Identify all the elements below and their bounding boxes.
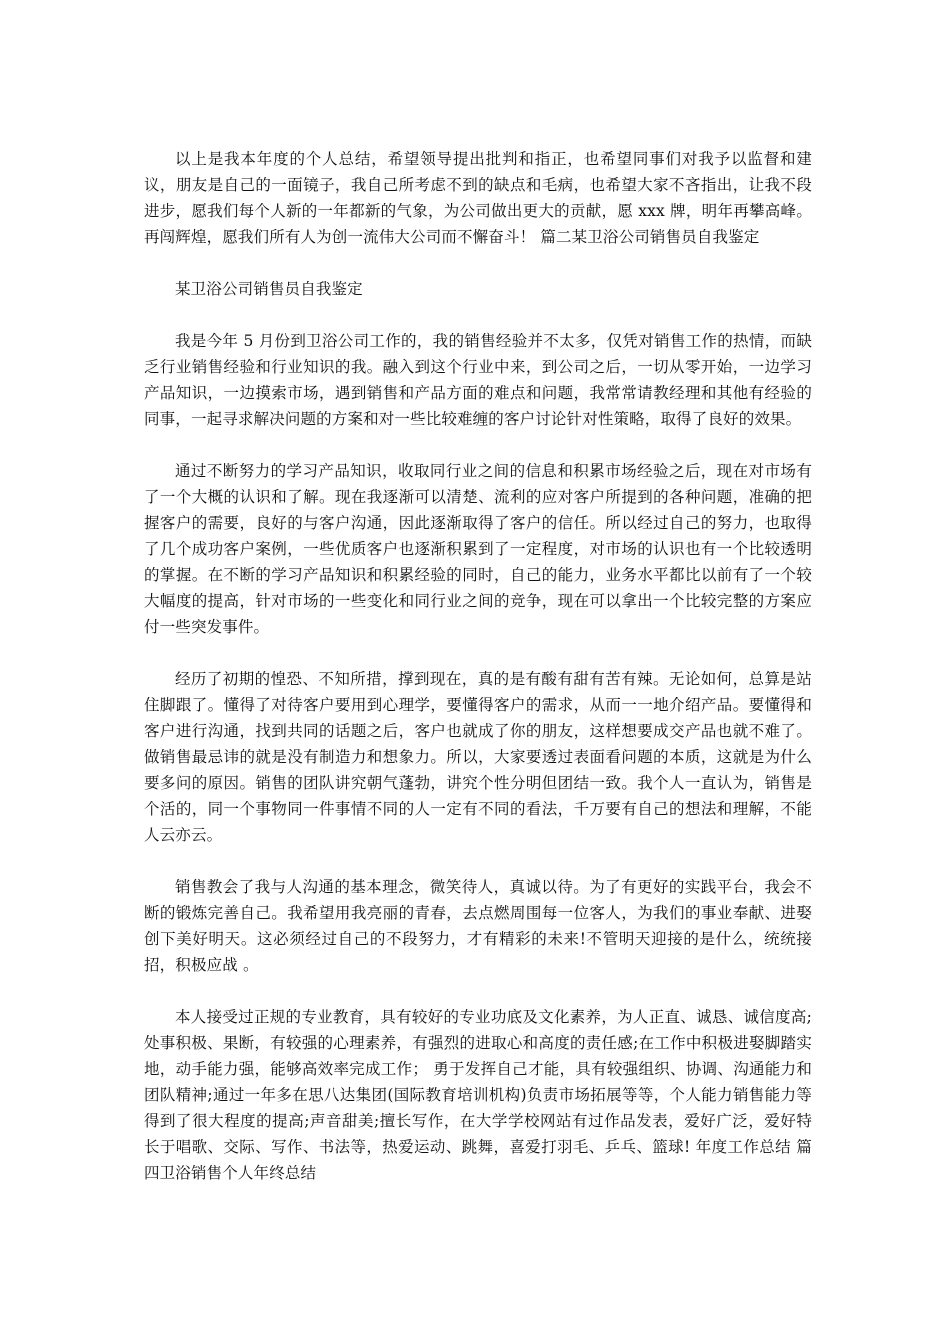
paragraph-self-assessment: 本人接受过正规的专业教育，具有较好的专业功底及文化素养，为人正直、诚恳、诚信度高;处事积极、果断，有较强的心理素养，有强烈的进取心和高度的责任感;在工作中积极进娶脚踏实地，动手能力强，能够高效率完成工作； 勇于发挥自己才能，具有较强组织、协调、沟通能力和团队精神;通过一年多在思八达集团(国际教育培训机构)负责市场拓展等等，个人能力销售能力等得到了很大程度的提高;声音甜美;擅长写作，在大学学校网站有过作品发表，爱好广泛，爱好特长于唱歌、交际、写作、书法等，热爱运动、跳舞，喜爱打羽毛、乒乓、篮球! 年度工作总结 篇四卫浴销售个人年终总结 [144,1008,812,1182]
paragraph-market-knowledge: 通过不断努力的学习产品知识，收取同行业之间的信息和积累市场经验之后，现在对市场有了一个大概的认识和了解。现在我逐渐可以清楚、流利的应对客户所提到的各种问题，准确的把握客户的需要，良好的与客户沟通，因此逐渐取得了客户的信任。所以经过自己的努力，也取得了几个成功客户案例，一些优质客户也逐渐积累到了一定程度，对市场的认识也有一个比较透明的掌握。在不断的学习产品知识和积累经验的同时，自己的能力，业务水平都比以前有了一个较大幅度的提高，针对市场的一些变化和同行业之间的竞争，现在可以拿出一个比较完整的方案应付一些突发事件。 [144,462,812,636]
paragraph-communication: 销售教会了我与人沟通的基本理念，微笑待人，真诚以待。为了有更好的实践平台，我会不断的锻炼完善自己。我希望用我亮丽的青春，去点燃周围每一位客人，为我们的事业奉献、进娶创下美好明天。这必须经过自己的不段努力，才有精彩的未来!不管明天迎接的是什么，统统接招，积极应战 。 [144,878,812,974]
paragraph-joining-company: 我是今年 5 月份到卫浴公司工作的，我的销售经验并不太多，仅凭对销售工作的热情，而缺乏行业销售经验和行业知识的我。融入到这个行业中来，到公司之后，一切从零开始，一边学习产品知识，一边摸索市场，遇到销售和产品方面的难点和问题，我常常请教经理和其他有经验的同事，一起寻求解决问题的方案和对一些比较难缠的客户讨论针对性策略，取得了良好的效果。 [144,332,812,428]
paragraph-experience: 经历了初期的惶恐、不知所措，撑到现在，真的是有酸有甜有苦有辣。无论如何，总算是站住脚跟了。懂得了对待客户要用到心理学，要懂得客户的需求，从而一一地介绍产品。要懂得和客户进行沟通，找到共同的话题之后，客户也就成了你的朋友，这样想要成交产品也就不难了。做销售最忌讳的就是没有制造力和想象力。所以，大家要透过表面看问题的本质，这就是为什么要多问的原因。销售的团队讲究朝气蓬勃，讲究个性分明但团结一致。我个人一直认为，销售是个活的，同一个事物同一件事情不同的人一定有不同的看法，千万要有自己的想法和理解，不能人云亦云。 [144,670,812,844]
document-page [144,146,812,1212]
section-title: 某卫浴公司销售员自我鉴定 [175,280,363,298]
paragraph-closing-summary: 以上是我本年度的个人总结，希望领导提出批判和指正，也希望同事们对我予以监督和建议，朋友是自己的一面镜子，我自己所考虑不到的缺点和毛病，也希望大家不吝指出，让我不段进步，愿我们每个人新的一年都新的气象，为公司做出更大的贡献，愿 xxx 牌，明年再攀高峰。再闯辉煌，愿我们所有人为创一流伟大公司而不懈奋斗！ 篇二某卫浴公司销售员自我鉴定 [144,150,812,246]
